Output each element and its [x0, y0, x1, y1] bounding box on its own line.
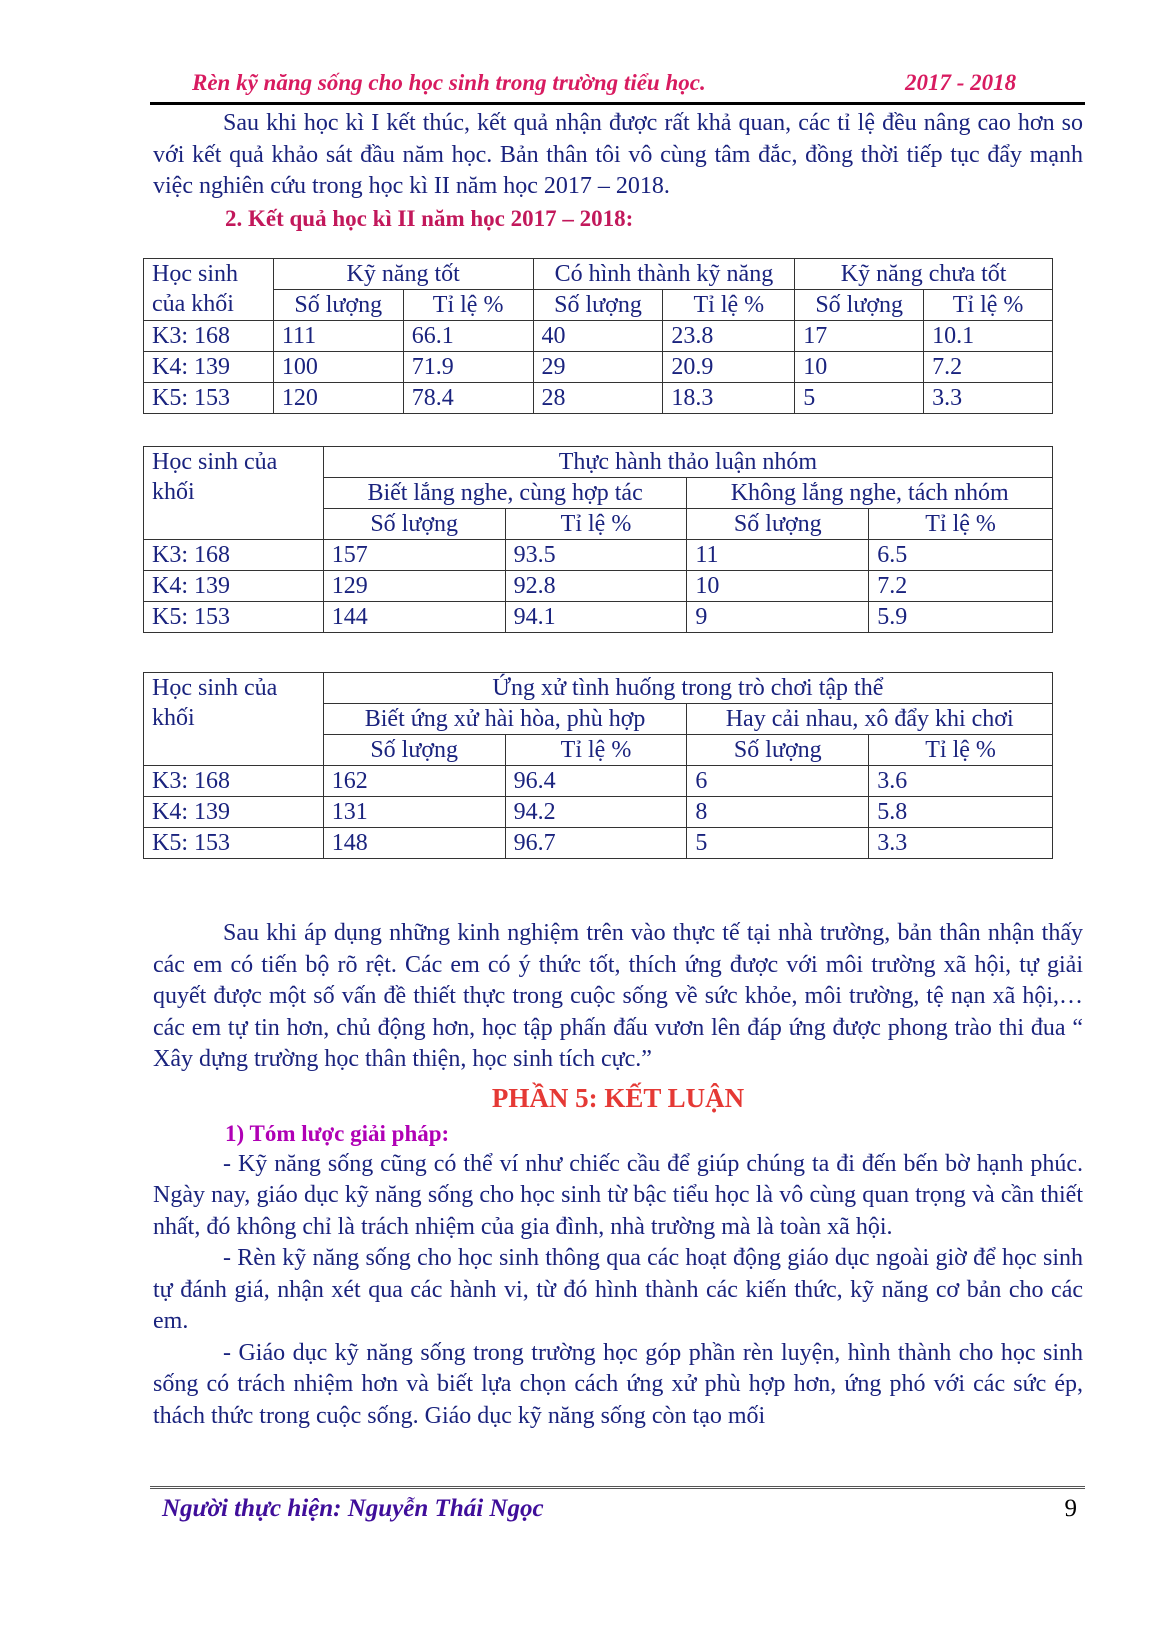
- table-cell: 8: [687, 797, 869, 828]
- group-header: Không lắng nghe, tách nhóm: [687, 478, 1053, 509]
- table-cell: K3: 168: [144, 321, 274, 352]
- table-cell: 23.8: [663, 321, 795, 352]
- page-header: [150, 66, 1085, 105]
- group-header: Kỹ năng chưa tốt: [795, 259, 1053, 290]
- table-cell: 10: [795, 352, 924, 383]
- table-cell: K4: 139: [144, 571, 324, 602]
- sub-header: Tỉ lệ %: [663, 290, 795, 321]
- results-heading: 2. Kết quả học kì II năm học 2017 – 2018:: [225, 205, 634, 231]
- table-cell: 92.8: [505, 571, 687, 602]
- table-row: [144, 383, 1053, 414]
- table-cell: 5: [687, 828, 869, 859]
- sub-header: Số lượng: [687, 509, 869, 540]
- group-header: Hay cải nhau, xô đẩy khi chơi: [687, 704, 1053, 735]
- table-cell: 5.9: [869, 602, 1053, 633]
- game-behaviour-table: [143, 672, 1053, 859]
- sub-header: Số lượng: [273, 290, 403, 321]
- table-cell: 6.5: [869, 540, 1053, 571]
- group-header: Biết lắng nghe, cùng hợp tác: [323, 478, 687, 509]
- table-cell: 7.2: [869, 571, 1053, 602]
- table-cell: 10: [687, 571, 869, 602]
- table-cell: 7.2: [924, 352, 1053, 383]
- table-corner: Học sinh của khối: [144, 259, 274, 321]
- table-cell: 17: [795, 321, 924, 352]
- table-row: [144, 797, 1053, 828]
- bullet-paragraph: - Kỹ năng sống cũng có thể ví như chiếc cầu để giúp chúng ta đi đến bến bờ hạnh phúc. Ngày nay, giáo dục kỹ năng sống cho học sinh từ bậc tiểu học là vô cùng quan trọng và cần thiết nhất, đó không chỉ là trách nhiệm của gia đình, nhà trường mà là toàn xã hội.: [153, 1150, 1083, 1240]
- group-header: Có hình thành kỹ năng: [533, 259, 795, 290]
- table-cell: 148: [323, 828, 505, 859]
- table-cell: 20.9: [663, 352, 795, 383]
- table-cell: 157: [323, 540, 505, 571]
- bullet-paragraph: - Rèn kỹ năng sống cho học sinh thông qua các hoạt động giáo dục ngoài giờ để học sinh tự đánh giá, nhận xét qua các hành vi, từ đó hình thành các kiến thức, kỹ năng cơ bản cho các em.: [153, 1245, 1083, 1334]
- table-cell: 6: [687, 766, 869, 797]
- table-row: [144, 571, 1053, 602]
- conclusion-block: [153, 918, 1083, 1432]
- table-cell: 96.7: [505, 828, 687, 859]
- table-row: [144, 352, 1053, 383]
- table-cell: K5: 153: [144, 828, 324, 859]
- sub-header: Số lượng: [323, 509, 505, 540]
- table-title: Ứng xử tình huống trong trò chơi tập thể: [323, 673, 1052, 704]
- table-cell: 162: [323, 766, 505, 797]
- table-cell: 11: [687, 540, 869, 571]
- table-corner: Học sinh của khối: [144, 447, 324, 540]
- group-header: Biết ứng xử hài hòa, phù hợp: [323, 704, 687, 735]
- sub-header: Tỉ lệ %: [869, 509, 1053, 540]
- table-cell: 71.9: [403, 352, 533, 383]
- table-cell: 129: [323, 571, 505, 602]
- header-year: 2017 - 2018: [905, 70, 1017, 95]
- table-cell: 96.4: [505, 766, 687, 797]
- table-cell: K5: 153: [144, 383, 274, 414]
- table-cell: 3.3: [869, 828, 1053, 859]
- sub-header: Tỉ lệ %: [924, 290, 1053, 321]
- table-title: Thực hành thảo luận nhóm: [323, 447, 1052, 478]
- group-header: Kỹ năng tốt: [273, 259, 533, 290]
- table-cell: 40: [533, 321, 663, 352]
- table-cell: 66.1: [403, 321, 533, 352]
- table-cell: 18.3: [663, 383, 795, 414]
- sub-header: Số lượng: [687, 735, 869, 766]
- table-cell: 10.1: [924, 321, 1053, 352]
- sub-header: Số lượng: [533, 290, 663, 321]
- sub-header: Tỉ lệ %: [403, 290, 533, 321]
- table-cell: 94.1: [505, 602, 687, 633]
- table-cell: K3: 168: [144, 766, 324, 797]
- page-number: 9: [1064, 1495, 1077, 1522]
- skills-table: [143, 258, 1053, 414]
- sub-header: Số lượng: [323, 735, 505, 766]
- table-corner: Học sinh của khối: [144, 673, 324, 766]
- sub-header: Tỉ lệ %: [869, 735, 1053, 766]
- table-cell: 111: [273, 321, 403, 352]
- table-cell: K5: 153: [144, 602, 324, 633]
- table-cell: 28: [533, 383, 663, 414]
- summary-heading: 1) Tóm lược giải pháp:: [225, 1120, 450, 1146]
- table-row: [144, 540, 1053, 571]
- sub-header: Số lượng: [795, 290, 924, 321]
- table-cell: 78.4: [403, 383, 533, 414]
- table-cell: 131: [323, 797, 505, 828]
- table-row: [144, 766, 1053, 797]
- sub-header: Tỉ lệ %: [505, 735, 687, 766]
- group-discussion-table: [143, 446, 1053, 633]
- table-row: [144, 828, 1053, 859]
- intro-block: [153, 108, 1083, 234]
- header-title: Rèn kỹ năng sống cho học sinh trong trường tiểu học.: [192, 70, 706, 95]
- table-cell: 5: [795, 383, 924, 414]
- table-cell: 5.8: [869, 797, 1053, 828]
- table-cell: K4: 139: [144, 352, 274, 383]
- page-footer: [150, 1486, 1085, 1522]
- table-cell: 144: [323, 602, 505, 633]
- table-cell: 29: [533, 352, 663, 383]
- table-cell: 94.2: [505, 797, 687, 828]
- table-row: [144, 602, 1053, 633]
- table-cell: 100: [273, 352, 403, 383]
- table-cell: 3.3: [924, 383, 1053, 414]
- footer-author: Người thực hiện: Nguyễn Thái Ngọc: [162, 1495, 544, 1522]
- table-cell: 9: [687, 602, 869, 633]
- table-cell: K3: 168: [144, 540, 324, 571]
- intro-paragraph: Sau khi học kì I kết thúc, kết quả nhận được rất khả quan, các tỉ lệ đều nâng cao hơn so với kết quả khảo sát đầu năm học. Bản thân tôi vô cùng tâm đắc, đồng thời tiếp tục đẩy mạnh việc nghiên cứu trong học kì II năm học 2017 – 2018.: [153, 110, 1083, 199]
- table-cell: K4: 139: [144, 797, 324, 828]
- after-paragraph: Sau khi áp dụng những kinh nghiệm trên vào thực tế tại nhà trường, bản thân nhận thấy các em có tiến bộ rõ rệt. Các em có ý thức tốt, thích ứng được với môi trường xã hội, tự giải quyết được một số vấn đề thiết thực trong cuộc sống về sức khỏe, môi trường, tệ nạn xã hội,…các em tự tin hơn, chủ động hơn, học tập phấn đấu vươn lên đáp ứng được phong trào thi đua “ Xây dựng trường học thân thiện, học sinh tích cực.”: [153, 920, 1083, 1072]
- table-row: [144, 321, 1053, 352]
- sub-header: Tỉ lệ %: [505, 509, 687, 540]
- bullet-paragraph: - Giáo dục kỹ năng sống trong trường học góp phần rèn luyện, hình thành cho học sinh sống có trách nhiệm hơn và biết lựa chọn cách ứng xử phù hợp hơn, ứng phó với các sức ép, thách thức trong cuộc sống. Giáo dục kỹ năng sống còn tạo mối: [153, 1339, 1083, 1429]
- table-cell: 93.5: [505, 540, 687, 571]
- section-title: PHẦN 5: KẾT LUẬN: [491, 1082, 745, 1113]
- table-cell: 3.6: [869, 766, 1053, 797]
- table-cell: 120: [273, 383, 403, 414]
